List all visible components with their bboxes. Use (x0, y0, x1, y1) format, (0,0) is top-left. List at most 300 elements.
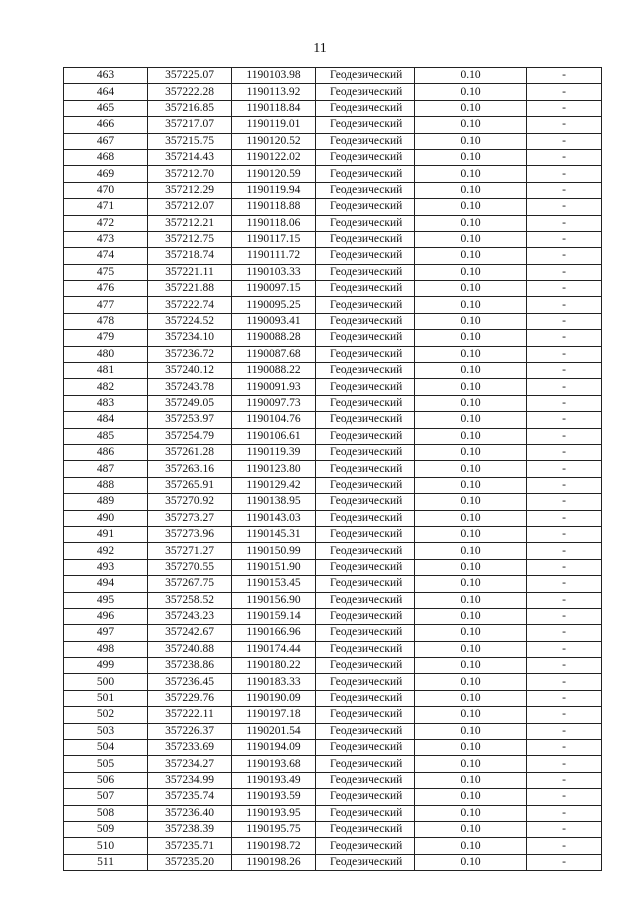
note-cell: - (527, 625, 602, 641)
note-cell: - (527, 346, 602, 362)
point-number-cell: 471 (64, 199, 148, 215)
y-coordinate-cell: 1190097.15 (232, 281, 316, 297)
note-cell: - (527, 330, 602, 346)
table-row (64, 690, 602, 706)
x-coordinate-cell: 357253.97 (148, 412, 232, 428)
point-number-cell: 469 (64, 166, 148, 182)
y-coordinate-cell: 1190119.01 (232, 117, 316, 133)
x-coordinate-cell: 357243.23 (148, 608, 232, 624)
x-coordinate-cell: 357234.10 (148, 330, 232, 346)
table-row (64, 674, 602, 690)
point-number-cell: 470 (64, 182, 148, 198)
accuracy-cell: 0.10 (415, 461, 527, 477)
note-cell: - (527, 182, 602, 198)
accuracy-cell: 0.10 (415, 592, 527, 608)
y-coordinate-cell: 1190193.49 (232, 772, 316, 788)
point-number-cell: 494 (64, 576, 148, 592)
x-coordinate-cell: 357212.29 (148, 182, 232, 198)
note-cell: - (527, 690, 602, 706)
y-coordinate-cell: 1190093.41 (232, 313, 316, 329)
point-number-cell: 506 (64, 772, 148, 788)
note-cell: - (527, 526, 602, 542)
note-cell: - (527, 313, 602, 329)
y-coordinate-cell: 1190159.14 (232, 608, 316, 624)
y-coordinate-cell: 1190111.72 (232, 248, 316, 264)
method-cell: Геодезический (316, 133, 415, 149)
y-coordinate-cell: 1190195.75 (232, 821, 316, 837)
point-number-cell: 503 (64, 723, 148, 739)
x-coordinate-cell: 357240.88 (148, 641, 232, 657)
note-cell: - (527, 641, 602, 657)
accuracy-cell: 0.10 (415, 707, 527, 723)
x-coordinate-cell: 357261.28 (148, 444, 232, 460)
table-row (64, 297, 602, 313)
y-coordinate-cell: 1190119.39 (232, 444, 316, 460)
method-cell: Геодезический (316, 117, 415, 133)
accuracy-cell: 0.10 (415, 379, 527, 395)
y-coordinate-cell: 1190091.93 (232, 379, 316, 395)
y-coordinate-cell: 1190088.22 (232, 363, 316, 379)
table-row (64, 854, 602, 870)
point-number-cell: 490 (64, 510, 148, 526)
point-number-cell: 475 (64, 264, 148, 280)
table-row (64, 100, 602, 116)
method-cell: Геодезический (316, 641, 415, 657)
accuracy-cell: 0.10 (415, 100, 527, 116)
method-cell: Геодезический (316, 100, 415, 116)
table-row (64, 363, 602, 379)
x-coordinate-cell: 357235.74 (148, 789, 232, 805)
note-cell: - (527, 248, 602, 264)
accuracy-cell: 0.10 (415, 444, 527, 460)
table-row (64, 248, 602, 264)
method-cell: Геодезический (316, 297, 415, 313)
note-cell: - (527, 166, 602, 182)
point-number-cell: 472 (64, 215, 148, 231)
y-coordinate-cell: 1190166.96 (232, 625, 316, 641)
accuracy-cell: 0.10 (415, 149, 527, 165)
method-cell: Геодезический (316, 854, 415, 870)
accuracy-cell: 0.10 (415, 658, 527, 674)
point-number-cell: 499 (64, 658, 148, 674)
note-cell: - (527, 494, 602, 510)
x-coordinate-cell: 357222.74 (148, 297, 232, 313)
accuracy-cell: 0.10 (415, 510, 527, 526)
accuracy-cell: 0.10 (415, 428, 527, 444)
table-row (64, 838, 602, 854)
accuracy-cell: 0.10 (415, 395, 527, 411)
method-cell: Геодезический (316, 281, 415, 297)
y-coordinate-cell: 1190123.80 (232, 461, 316, 477)
x-coordinate-cell: 357235.20 (148, 854, 232, 870)
y-coordinate-cell: 1190143.03 (232, 510, 316, 526)
x-coordinate-cell: 357218.74 (148, 248, 232, 264)
y-coordinate-cell: 1190104.76 (232, 412, 316, 428)
accuracy-cell: 0.10 (415, 297, 527, 313)
note-cell: - (527, 674, 602, 690)
x-coordinate-cell: 357221.88 (148, 281, 232, 297)
accuracy-cell: 0.10 (415, 576, 527, 592)
x-coordinate-cell: 357212.21 (148, 215, 232, 231)
point-number-cell: 504 (64, 740, 148, 756)
method-cell: Геодезический (316, 543, 415, 559)
point-number-cell: 491 (64, 526, 148, 542)
y-coordinate-cell: 1190117.15 (232, 231, 316, 247)
method-cell: Геодезический (316, 805, 415, 821)
point-number-cell: 487 (64, 461, 148, 477)
y-coordinate-cell: 1190150.99 (232, 543, 316, 559)
x-coordinate-cell: 357234.27 (148, 756, 232, 772)
note-cell: - (527, 412, 602, 428)
point-number-cell: 486 (64, 444, 148, 460)
coordinates-table-body (64, 68, 602, 871)
point-number-cell: 500 (64, 674, 148, 690)
x-coordinate-cell: 357271.27 (148, 543, 232, 559)
note-cell: - (527, 133, 602, 149)
table-row (64, 149, 602, 165)
method-cell: Геодезический (316, 625, 415, 641)
point-number-cell: 498 (64, 641, 148, 657)
x-coordinate-cell: 357212.70 (148, 166, 232, 182)
y-coordinate-cell: 1190193.68 (232, 756, 316, 772)
x-coordinate-cell: 357273.27 (148, 510, 232, 526)
y-coordinate-cell: 1190118.84 (232, 100, 316, 116)
page-number: 11 (313, 41, 327, 56)
note-cell: - (527, 821, 602, 837)
y-coordinate-cell: 1190129.42 (232, 477, 316, 493)
accuracy-cell: 0.10 (415, 543, 527, 559)
table-row (64, 559, 602, 575)
table-row (64, 313, 602, 329)
y-coordinate-cell: 1190174.44 (232, 641, 316, 657)
point-number-cell: 484 (64, 412, 148, 428)
y-coordinate-cell: 1190119.94 (232, 182, 316, 198)
note-cell: - (527, 297, 602, 313)
x-coordinate-cell: 357265.91 (148, 477, 232, 493)
x-coordinate-cell: 357212.07 (148, 199, 232, 215)
accuracy-cell: 0.10 (415, 838, 527, 854)
accuracy-cell: 0.10 (415, 690, 527, 706)
accuracy-cell: 0.10 (415, 756, 527, 772)
note-cell: - (527, 723, 602, 739)
method-cell: Геодезический (316, 231, 415, 247)
method-cell: Геодезический (316, 559, 415, 575)
table-row (64, 379, 602, 395)
x-coordinate-cell: 357234.99 (148, 772, 232, 788)
note-cell: - (527, 100, 602, 116)
x-coordinate-cell: 357238.86 (148, 658, 232, 674)
table-row (64, 346, 602, 362)
note-cell: - (527, 576, 602, 592)
accuracy-cell: 0.10 (415, 641, 527, 657)
table-row (64, 543, 602, 559)
point-number-cell: 495 (64, 592, 148, 608)
note-cell: - (527, 477, 602, 493)
point-number-cell: 478 (64, 313, 148, 329)
accuracy-cell: 0.10 (415, 412, 527, 428)
table-row (64, 740, 602, 756)
note-cell: - (527, 264, 602, 280)
method-cell: Геодезический (316, 363, 415, 379)
accuracy-cell: 0.10 (415, 215, 527, 231)
point-number-cell: 492 (64, 543, 148, 559)
note-cell: - (527, 281, 602, 297)
coordinates-table (63, 67, 602, 871)
table-row (64, 510, 602, 526)
x-coordinate-cell: 357240.12 (148, 363, 232, 379)
y-coordinate-cell: 1190180.22 (232, 658, 316, 674)
point-number-cell: 481 (64, 363, 148, 379)
table-row (64, 526, 602, 542)
table-row (64, 395, 602, 411)
accuracy-cell: 0.10 (415, 772, 527, 788)
table-row (64, 772, 602, 788)
table-row (64, 707, 602, 723)
point-number-cell: 502 (64, 707, 148, 723)
method-cell: Геодезический (316, 707, 415, 723)
accuracy-cell: 0.10 (415, 313, 527, 329)
table-row (64, 723, 602, 739)
note-cell: - (527, 199, 602, 215)
accuracy-cell: 0.10 (415, 199, 527, 215)
point-number-cell: 507 (64, 789, 148, 805)
y-coordinate-cell: 1190103.33 (232, 264, 316, 280)
accuracy-cell: 0.10 (415, 526, 527, 542)
x-coordinate-cell: 357249.05 (148, 395, 232, 411)
point-number-cell: 483 (64, 395, 148, 411)
note-cell: - (527, 215, 602, 231)
x-coordinate-cell: 357238.39 (148, 821, 232, 837)
note-cell: - (527, 592, 602, 608)
table-row (64, 576, 602, 592)
accuracy-cell: 0.10 (415, 821, 527, 837)
method-cell: Геодезический (316, 166, 415, 182)
accuracy-cell: 0.10 (415, 166, 527, 182)
point-number-cell: 480 (64, 346, 148, 362)
y-coordinate-cell: 1190097.73 (232, 395, 316, 411)
method-cell: Геодезический (316, 395, 415, 411)
x-coordinate-cell: 357254.79 (148, 428, 232, 444)
method-cell: Геодезический (316, 674, 415, 690)
x-coordinate-cell: 357215.75 (148, 133, 232, 149)
note-cell: - (527, 543, 602, 559)
accuracy-cell: 0.10 (415, 477, 527, 493)
point-number-cell: 476 (64, 281, 148, 297)
point-number-cell: 466 (64, 117, 148, 133)
x-coordinate-cell: 357217.07 (148, 117, 232, 133)
accuracy-cell: 0.10 (415, 264, 527, 280)
y-coordinate-cell: 1190194.09 (232, 740, 316, 756)
point-number-cell: 465 (64, 100, 148, 116)
note-cell: - (527, 854, 602, 870)
x-coordinate-cell: 357225.07 (148, 68, 232, 84)
method-cell: Геодезический (316, 461, 415, 477)
y-coordinate-cell: 1190095.25 (232, 297, 316, 313)
table-row (64, 461, 602, 477)
point-number-cell: 510 (64, 838, 148, 854)
y-coordinate-cell: 1190156.90 (232, 592, 316, 608)
y-coordinate-cell: 1190198.26 (232, 854, 316, 870)
x-coordinate-cell: 357236.40 (148, 805, 232, 821)
x-coordinate-cell: 357270.55 (148, 559, 232, 575)
table-row (64, 608, 602, 624)
table-row (64, 117, 602, 133)
accuracy-cell: 0.10 (415, 182, 527, 198)
accuracy-cell: 0.10 (415, 805, 527, 821)
note-cell: - (527, 149, 602, 165)
accuracy-cell: 0.10 (415, 740, 527, 756)
note-cell: - (527, 231, 602, 247)
method-cell: Геодезический (316, 444, 415, 460)
method-cell: Геодезический (316, 379, 415, 395)
accuracy-cell: 0.10 (415, 674, 527, 690)
note-cell: - (527, 756, 602, 772)
method-cell: Геодезический (316, 756, 415, 772)
accuracy-cell: 0.10 (415, 330, 527, 346)
method-cell: Геодезический (316, 740, 415, 756)
accuracy-cell: 0.10 (415, 133, 527, 149)
table-row (64, 166, 602, 182)
method-cell: Геодезический (316, 821, 415, 837)
y-coordinate-cell: 1190120.59 (232, 166, 316, 182)
accuracy-cell: 0.10 (415, 248, 527, 264)
point-number-cell: 493 (64, 559, 148, 575)
method-cell: Геодезический (316, 772, 415, 788)
accuracy-cell: 0.10 (415, 84, 527, 100)
table-row (64, 231, 602, 247)
point-number-cell: 463 (64, 68, 148, 84)
table-row (64, 215, 602, 231)
note-cell: - (527, 805, 602, 821)
table-row (64, 133, 602, 149)
note-cell: - (527, 658, 602, 674)
note-cell: - (527, 84, 602, 100)
y-coordinate-cell: 1190106.61 (232, 428, 316, 444)
point-number-cell: 467 (64, 133, 148, 149)
method-cell: Геодезический (316, 346, 415, 362)
point-number-cell: 485 (64, 428, 148, 444)
point-number-cell: 479 (64, 330, 148, 346)
accuracy-cell: 0.10 (415, 494, 527, 510)
x-coordinate-cell: 357233.69 (148, 740, 232, 756)
accuracy-cell: 0.10 (415, 608, 527, 624)
x-coordinate-cell: 357216.85 (148, 100, 232, 116)
point-number-cell: 511 (64, 854, 148, 870)
y-coordinate-cell: 1190122.02 (232, 149, 316, 165)
x-coordinate-cell: 357221.11 (148, 264, 232, 280)
method-cell: Геодезический (316, 510, 415, 526)
method-cell: Геодезический (316, 330, 415, 346)
x-coordinate-cell: 357263.16 (148, 461, 232, 477)
x-coordinate-cell: 357236.45 (148, 674, 232, 690)
point-number-cell: 474 (64, 248, 148, 264)
table-row (64, 428, 602, 444)
note-cell: - (527, 117, 602, 133)
method-cell: Геодезический (316, 526, 415, 542)
note-cell: - (527, 395, 602, 411)
table-row (64, 84, 602, 100)
accuracy-cell: 0.10 (415, 723, 527, 739)
method-cell: Геодезический (316, 789, 415, 805)
point-number-cell: 497 (64, 625, 148, 641)
table-row (64, 281, 602, 297)
method-cell: Геодезический (316, 428, 415, 444)
accuracy-cell: 0.10 (415, 231, 527, 247)
method-cell: Геодезический (316, 215, 415, 231)
note-cell: - (527, 444, 602, 460)
note-cell: - (527, 559, 602, 575)
x-coordinate-cell: 357235.71 (148, 838, 232, 854)
method-cell: Геодезический (316, 494, 415, 510)
table-row (64, 625, 602, 641)
y-coordinate-cell: 1190193.95 (232, 805, 316, 821)
y-coordinate-cell: 1190113.92 (232, 84, 316, 100)
x-coordinate-cell: 357226.37 (148, 723, 232, 739)
x-coordinate-cell: 357242.67 (148, 625, 232, 641)
point-number-cell: 482 (64, 379, 148, 395)
method-cell: Геодезический (316, 608, 415, 624)
y-coordinate-cell: 1190145.31 (232, 526, 316, 542)
method-cell: Геодезический (316, 477, 415, 493)
table-row (64, 592, 602, 608)
method-cell: Геодезический (316, 838, 415, 854)
accuracy-cell: 0.10 (415, 363, 527, 379)
point-number-cell: 489 (64, 494, 148, 510)
y-coordinate-cell: 1190193.59 (232, 789, 316, 805)
point-number-cell: 501 (64, 690, 148, 706)
x-coordinate-cell: 357212.75 (148, 231, 232, 247)
accuracy-cell: 0.10 (415, 68, 527, 84)
point-number-cell: 468 (64, 149, 148, 165)
method-cell: Геодезический (316, 723, 415, 739)
x-coordinate-cell: 357214.43 (148, 149, 232, 165)
accuracy-cell: 0.10 (415, 346, 527, 362)
note-cell: - (527, 838, 602, 854)
point-number-cell: 464 (64, 84, 148, 100)
method-cell: Геодезический (316, 690, 415, 706)
x-coordinate-cell: 357229.76 (148, 690, 232, 706)
table-row (64, 494, 602, 510)
y-coordinate-cell: 1190118.88 (232, 199, 316, 215)
note-cell: - (527, 772, 602, 788)
accuracy-cell: 0.10 (415, 625, 527, 641)
y-coordinate-cell: 1190088.28 (232, 330, 316, 346)
method-cell: Геодезический (316, 182, 415, 198)
note-cell: - (527, 707, 602, 723)
y-coordinate-cell: 1190120.52 (232, 133, 316, 149)
table-row (64, 412, 602, 428)
table-row (64, 821, 602, 837)
y-coordinate-cell: 1190118.06 (232, 215, 316, 231)
method-cell: Геодезический (316, 199, 415, 215)
point-number-cell: 488 (64, 477, 148, 493)
table-row (64, 330, 602, 346)
point-number-cell: 477 (64, 297, 148, 313)
table-row (64, 182, 602, 198)
note-cell: - (527, 379, 602, 395)
accuracy-cell: 0.10 (415, 117, 527, 133)
point-number-cell: 496 (64, 608, 148, 624)
note-cell: - (527, 789, 602, 805)
x-coordinate-cell: 357243.78 (148, 379, 232, 395)
accuracy-cell: 0.10 (415, 281, 527, 297)
y-coordinate-cell: 1190198.72 (232, 838, 316, 854)
method-cell: Геодезический (316, 576, 415, 592)
x-coordinate-cell: 357222.11 (148, 707, 232, 723)
table-row (64, 264, 602, 280)
y-coordinate-cell: 1190197.18 (232, 707, 316, 723)
method-cell: Геодезический (316, 412, 415, 428)
